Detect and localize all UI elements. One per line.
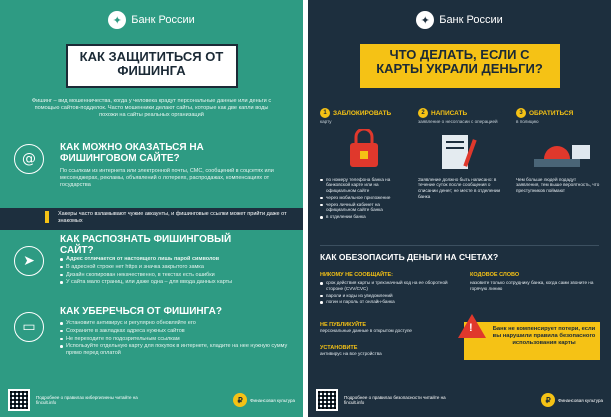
block-methods-list: [320, 177, 404, 221]
poster-footer: [8, 389, 295, 411]
list-item: Адрес отличается от настоящего лишь парой символов: [60, 256, 291, 263]
poster-phishing: [0, 0, 303, 417]
section-title: КАК МОЖНО ОКАЗАТЬСЯ НА ФИШИНГОВОМ САЙТЕ?: [60, 142, 204, 164]
install-title: УСТАНОВИТЕ: [320, 345, 358, 351]
poster-stolen-money: [308, 0, 611, 417]
fincult-label: Финансовая культура: [250, 397, 295, 403]
step-body: Заявление должно быть написано: в течение суток после сообщения о списании денег; не месте в отделении банка: [418, 176, 501, 199]
hacker-callout: [0, 208, 303, 230]
step-subtitle: заявление о несогласии с операцией: [418, 119, 498, 124]
list-item: В адресной строке нет https и значка закрытого замка: [60, 264, 291, 271]
list-item: Сохраните в закладках адреса нужных сайтов: [60, 328, 291, 335]
qr-code-icon[interactable]: [8, 389, 30, 411]
step-block-card: [320, 108, 404, 221]
email-at-icon: @: [14, 144, 44, 174]
fincult-label: Финансовая культура: [558, 397, 603, 403]
bank-eagle-icon: ✦: [416, 11, 434, 29]
exclamation-bar-icon: [45, 211, 49, 223]
step-number: 2: [418, 108, 428, 118]
recognize-list: [60, 256, 291, 287]
laptop-shield-icon: ▭: [14, 312, 44, 342]
step-title: ЗАБЛОКИРОВАТЬ: [333, 109, 392, 117]
section-recognize: [8, 232, 295, 302]
list-item: пароли и коды из уведомлений: [320, 293, 450, 299]
brand-name: Банк России: [131, 14, 195, 26]
lock-card-icon: [320, 129, 404, 173]
code-word-title: КОДОВОЕ СЛОВО: [470, 272, 520, 278]
section-body: По ссылкам из интернета или электронной почты, СМС, сообщений в соцсетях или мессенджерах, рекламы, объявлений о лотереях, распродажах, компенсациях от государства: [60, 168, 274, 188]
brand-header: [308, 11, 611, 29]
step-subtitle: в полицию: [516, 119, 539, 124]
list-item: через мобильное приложение: [320, 195, 404, 201]
never-tell-block: [320, 272, 450, 306]
step-title: НАПИСАТЬ: [431, 109, 468, 117]
list-item: Дизайн скопирован некачественно, в текстах есть ошибки: [60, 272, 291, 279]
document-pen-icon: [418, 129, 502, 173]
section-title: КАК РАСПОЗНАТЬ ФИШИНГОВЫЙ САЙТ?: [60, 234, 232, 256]
fincult-logo: [541, 393, 603, 407]
list-item: логин и пароль от онлайн-банка: [320, 299, 450, 305]
step-contact-police: [516, 108, 600, 194]
warning-box: Банк не компенсирует потери, если вы нарушили правила безопасного использования карты: [464, 322, 600, 360]
list-item: в отделении банка: [320, 214, 404, 220]
publish-body: персональные данные в открытом доступе: [320, 328, 412, 333]
step-subtitle: карту: [320, 119, 332, 124]
footer-text: Подробнее о правилах кибергигиены читайте на fincult.info: [36, 395, 138, 405]
never-tell-list: [320, 280, 450, 305]
list-item: Не переходите по подозрительным ссылкам: [60, 336, 291, 343]
police-light-icon: [516, 129, 600, 173]
brand-name: Банк России: [439, 14, 503, 26]
section-title: КАК УБЕРЕЧЬСЯ ОТ ФИШИНГА?: [60, 306, 222, 317]
exclamation-icon: !: [469, 322, 473, 334]
section-how-end-up: [8, 138, 295, 206]
protect-list: [60, 320, 291, 358]
qr-code-icon[interactable]: [316, 389, 338, 411]
callout-text: Хакеры часто взламывают чужие аккаунты, и фишинговые ссылки может прийти даже от знакомых: [58, 211, 287, 224]
bank-eagle-icon: ✦: [108, 11, 126, 29]
divider: [320, 245, 599, 246]
step-number: 1: [320, 108, 330, 118]
list-item: Установите антивирус и регулярно обновляйте его: [60, 320, 291, 327]
list-item: Используйте отдельную карту для покупок в интернете, кладите на нее нужную сумму прямо перед оплатой: [60, 343, 291, 357]
poster-title: КАК ЗАЩИТИТЬСЯ ОТ ФИШИНГА: [66, 44, 238, 88]
ruble-icon: ₽: [233, 393, 247, 407]
section-heading: КАК ОБЕЗОПАСИТЬ ДЕНЬГИ НА СЧЕТАХ?: [320, 252, 499, 262]
fincult-logo: [233, 393, 295, 407]
ruble-icon: ₽: [541, 393, 555, 407]
step-number: 3: [516, 108, 526, 118]
never-tell-title: НИКОМУ НЕ СООБЩАЙТЕ:: [320, 272, 393, 278]
section-protect: [8, 306, 295, 376]
step-title: ОБРАТИТЬСЯ: [529, 109, 574, 117]
code-word-block: [470, 272, 598, 292]
step-write-claim: [418, 108, 502, 200]
poster-footer: [316, 389, 603, 411]
intro-text: Фишинг – вид мошенничества, когда у человека крадут персональные данные или деньги с помощью сайтов-подделок. Часто мошенники делают сайты, которые как две капли воды похожи на сайты реальных организаций: [31, 98, 272, 118]
code-word-body: назовите только сотруднику банка, когда сами звоните на горячую линию: [470, 280, 594, 291]
install-body: антивирус на все устройства: [320, 351, 382, 356]
publish-title: НЕ ПУБЛИКУЙТЕ: [320, 322, 367, 328]
install-block: [320, 345, 455, 357]
brand-header: [0, 11, 303, 29]
list-item: срок действия карты и трехзначный код на ее оборотной стороне (CVV/CVC): [320, 280, 450, 292]
list-item: У сайта мало страниц, или даже одна – для ввода данных карты: [60, 279, 291, 286]
list-item: через личный кабинет на официальном сайте банка: [320, 202, 404, 214]
mouse-pointer-icon: ➤: [14, 246, 44, 276]
footer-text: Подробнее о правилах безопасности читайте на fincult.info: [344, 395, 446, 405]
poster-title: ЧТО ДЕЛАТЬ, ЕСЛИ С КАРТЫ УКРАЛИ ДЕНЬГИ?: [360, 44, 560, 88]
step-body: Чем больше людей подадут заявления, тем выше вероятность, что преступников поймают: [516, 176, 600, 194]
publish-block: [320, 322, 455, 334]
list-item: по номеру телефона банка на банковской карте или на официальном сайте: [320, 177, 404, 194]
